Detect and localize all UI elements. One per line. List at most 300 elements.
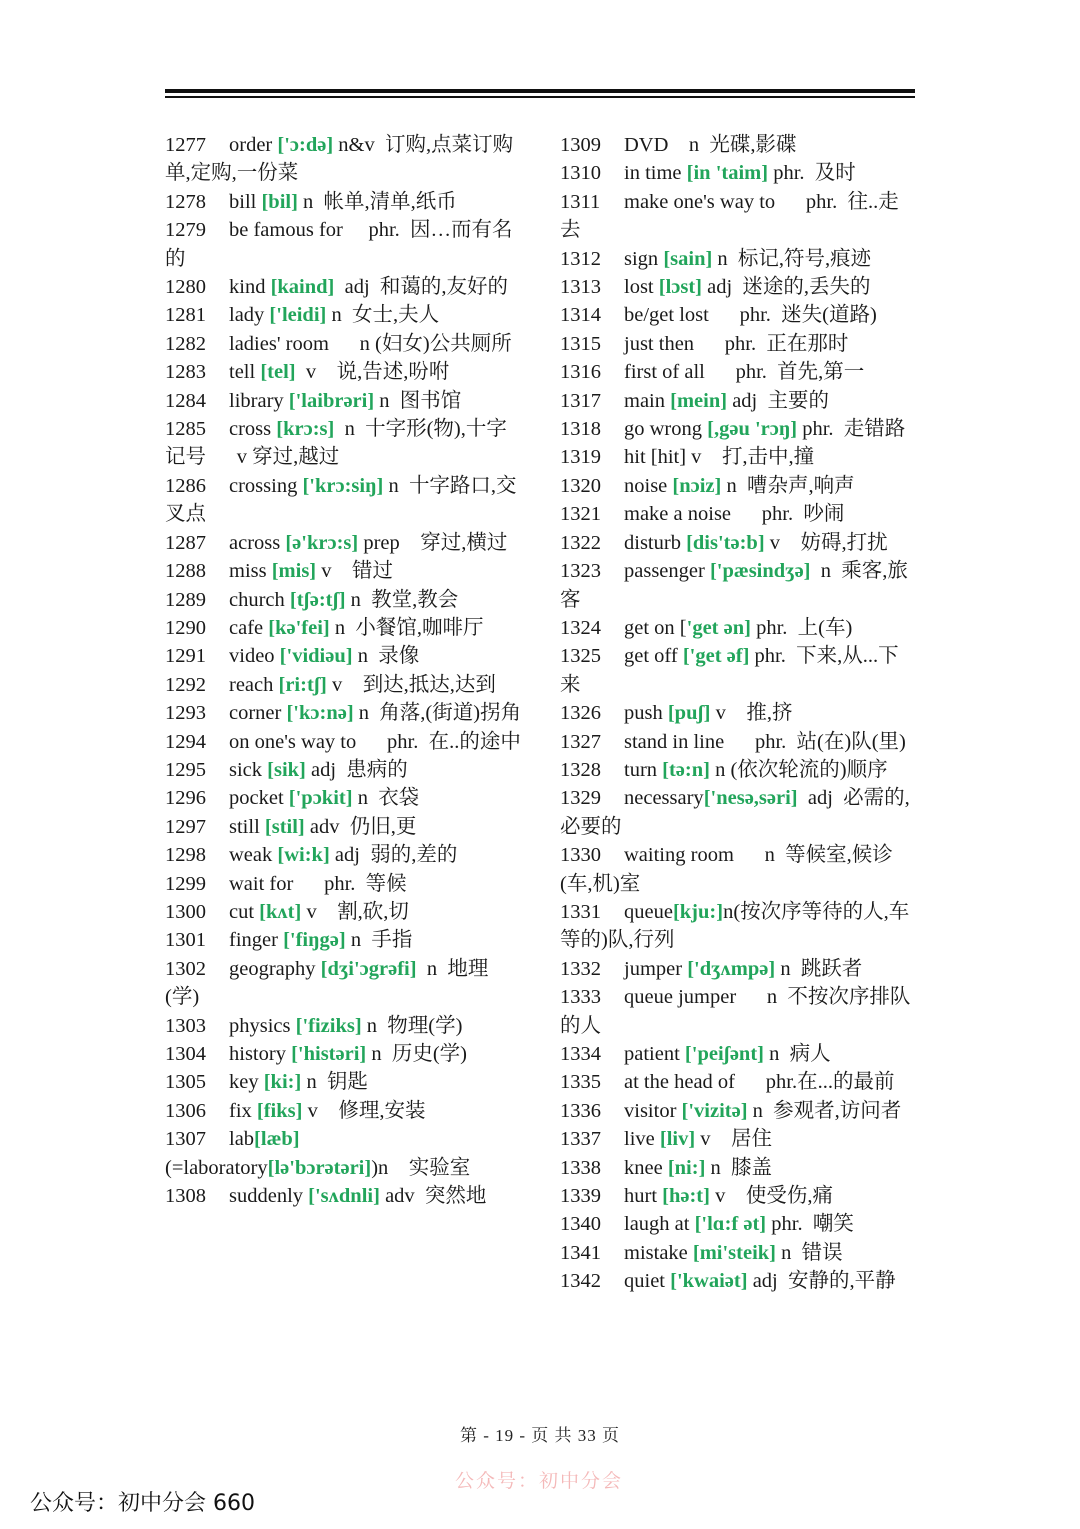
entry-definition: n 钥匙 xyxy=(301,1071,368,1094)
watermark: 公众号：初中分会 xyxy=(455,1471,624,1492)
entry-phonetic: [ə'krɔ:s] xyxy=(285,531,359,554)
entry-word: quiet xyxy=(624,1270,671,1293)
entry-number: 1299 xyxy=(165,872,206,895)
entry-number: 1314 xyxy=(560,304,601,327)
entry-definition: n 历史(学) xyxy=(366,1043,468,1065)
entry-word: necessary xyxy=(624,787,704,810)
entry-phonetic: ['fiziks] xyxy=(295,1014,362,1037)
vocab-entry xyxy=(560,1040,916,1068)
vocab-entry xyxy=(165,955,522,1012)
vocab-entry xyxy=(560,188,916,245)
entry-number: 1318 xyxy=(560,418,601,441)
vocab-entry xyxy=(560,245,916,273)
vocab-entry xyxy=(560,1154,916,1182)
entry-definition: adj 必需的,必要的 xyxy=(560,787,910,838)
entry-number: 1311 xyxy=(560,190,601,213)
entry-word: get on [ xyxy=(624,616,687,639)
vocab-entry xyxy=(165,131,522,188)
entry-phonetic: [ni:] xyxy=(667,1156,706,1179)
entry-word: on one's way to xyxy=(229,730,357,753)
vocab-entry xyxy=(560,728,916,756)
entry-phonetic: ['lɑ:f ət] xyxy=(694,1213,767,1236)
entry-word: waiting room xyxy=(624,844,734,867)
entry-phonetic: [kju:] xyxy=(672,900,724,923)
entry-definition: n&v 订购,点菜订购单,定购,一份菜 xyxy=(165,134,514,185)
entry-definition: n 错误 xyxy=(776,1241,843,1264)
entry-definition: phr. 正在那时 xyxy=(694,332,849,355)
entry-phonetic: [dis'tə:b] xyxy=(686,531,765,554)
entry-word: patient xyxy=(624,1043,685,1065)
entry-number: 1303 xyxy=(165,1014,206,1037)
entry-number: 1336 xyxy=(560,1099,601,1122)
entry-number: 1296 xyxy=(165,787,206,810)
vocab-entry xyxy=(560,841,916,898)
entry-phonetic: ['pæsindʒə] xyxy=(709,560,811,583)
entry-word: make a noise xyxy=(624,503,732,526)
vocab-entry xyxy=(560,1068,916,1096)
vocab-entry xyxy=(560,500,916,528)
entry-number: 1280 xyxy=(165,276,206,299)
entry-number: 1286 xyxy=(165,474,206,497)
entry-definition: n 病人 xyxy=(764,1043,831,1065)
entry-definition: n 手指 xyxy=(345,929,413,952)
entry-word: weak xyxy=(229,844,278,867)
vocab-entry xyxy=(165,699,522,727)
entry-number: 1327 xyxy=(560,730,601,753)
entry-definition: v 居住 xyxy=(695,1128,773,1151)
entry-word: physics xyxy=(229,1014,296,1037)
entry-number: 1329 xyxy=(560,787,601,810)
entry-definition: n 不按次序排队的人 xyxy=(560,986,911,1037)
vocab-entry xyxy=(165,756,522,784)
entry-definition: adj 安静的,平静 xyxy=(747,1270,896,1293)
entry-phonetic: [fiks] xyxy=(256,1099,303,1122)
entry-word: history xyxy=(229,1043,292,1065)
entry-number: 1297 xyxy=(165,815,206,838)
entry-definition: adj 患病的 xyxy=(305,758,408,781)
entry-definition: v 错过 xyxy=(316,560,394,583)
vocab-entry xyxy=(560,131,916,159)
entry-word: at the head of xyxy=(624,1071,735,1094)
entry-word: queue xyxy=(624,900,673,923)
right-column xyxy=(560,131,916,1296)
vocab-entry xyxy=(560,642,916,699)
entry-definition: adv 仍旧,更 xyxy=(304,815,417,838)
vocab-entry xyxy=(165,1125,522,1182)
entry-phonetic: ['vidiəu] xyxy=(279,645,353,668)
vocab-entry xyxy=(560,898,916,955)
vocab-entry xyxy=(560,415,916,443)
vocab-entry xyxy=(165,728,522,756)
entry-number: 1302 xyxy=(165,957,206,980)
entry-definition: n 嘈杂声,响声 xyxy=(721,474,855,497)
entry-number: 1294 xyxy=(165,730,206,753)
entry-definition: v 割,砍,切 xyxy=(301,900,409,923)
entry-word: library xyxy=(229,389,289,412)
entry-definition: phr. 嘲笑 xyxy=(766,1213,854,1236)
entry-number: 1284 xyxy=(165,389,206,412)
entry-definition: v 修理,安装 xyxy=(302,1099,426,1122)
account-signature: 公众号：初中分会 660 xyxy=(30,1491,255,1516)
vocab-entry xyxy=(560,330,916,358)
entry-number: 1309 xyxy=(560,134,601,156)
entry-definition: n(按次序等待的人,车等的)队,行列 xyxy=(560,900,910,952)
entry-word: order xyxy=(229,134,278,156)
entry-number: 1332 xyxy=(560,957,601,980)
entry-word: knee xyxy=(624,1156,668,1179)
header-rule-thin xyxy=(165,96,915,98)
entry-definition: v 使受伤,痛 xyxy=(709,1185,833,1208)
entry-phonetic: [krɔ:s] xyxy=(276,418,335,441)
entry-phonetic: ['peiʃənt] xyxy=(684,1043,764,1065)
entry-definition: (=laboratory xyxy=(165,1156,268,1179)
entry-definition: prep 穿过,横过 xyxy=(358,531,508,554)
entry-phonetic: [stil] xyxy=(264,815,305,838)
entry-phonetic: [kaind] xyxy=(270,276,335,299)
vocab-entry xyxy=(560,1210,916,1238)
entry-word: turn xyxy=(624,758,663,781)
entry-phonetic: ['kwaiət] xyxy=(670,1270,748,1293)
vocab-entry xyxy=(560,699,916,727)
entry-definition: v 到达,抵达,达到 xyxy=(326,673,496,696)
entry-definition: phr. 站(在)队(里) xyxy=(724,730,906,753)
entry-number: 1331 xyxy=(560,900,601,923)
entry-word: in time xyxy=(624,162,687,185)
vocab-entry xyxy=(560,387,916,415)
entry-phonetic: [liv] xyxy=(659,1128,696,1151)
entry-number: 1326 xyxy=(560,702,601,725)
entry-definition: n 十字形(物),十字记号 v 穿过,越过 xyxy=(165,418,507,469)
entry-word: DVD xyxy=(624,134,669,156)
entry-number: 1306 xyxy=(165,1099,206,1122)
entry-number: 1308 xyxy=(165,1185,206,1208)
vocab-entry xyxy=(165,586,522,614)
entry-word: jumper xyxy=(624,957,688,980)
vocab-entry xyxy=(560,955,916,983)
entry-number: 1295 xyxy=(165,758,206,781)
entry-definition: adj 主要的 xyxy=(727,389,829,412)
entry-phonetic: ['nesə,səri] xyxy=(703,787,798,810)
vocab-entry xyxy=(560,273,916,301)
vocab-entry xyxy=(165,472,522,529)
entry-number: 1283 xyxy=(165,361,206,384)
entry-definition: v 妨碍,打扰 xyxy=(764,531,888,554)
entry-definition: n 参观者,访问者 xyxy=(747,1099,902,1122)
entry-definition: n 物理(学) xyxy=(361,1014,463,1037)
entry-number: 1321 xyxy=(560,503,601,526)
entry-word: make one's way to xyxy=(624,190,776,213)
vocab-entry xyxy=(165,358,522,386)
vocab-entry xyxy=(560,756,916,784)
entry-word: be/get lost xyxy=(624,304,709,327)
vocab-entry xyxy=(165,216,522,273)
entry-definition: n 录像 xyxy=(352,645,420,668)
entry-phonetic: ['histəri] xyxy=(291,1043,367,1065)
vocab-entry xyxy=(560,983,916,1040)
entry-word: queue jumper xyxy=(624,986,737,1009)
entry-phonetic: [bil] xyxy=(261,190,298,213)
entry-definition: n 地理(学) xyxy=(165,957,489,1009)
vocab-entry xyxy=(165,870,522,898)
entry-word: suddenly xyxy=(229,1185,309,1208)
entry-phonetic: [dʒi'ɔgrəfi] xyxy=(320,957,417,980)
entry-phonetic: [lɔst] xyxy=(658,276,703,299)
entry-number: 1328 xyxy=(560,758,601,781)
left-column xyxy=(165,131,522,1210)
entry-number: 1300 xyxy=(165,900,206,923)
entry-number: 1292 xyxy=(165,673,206,696)
entry-number: 1316 xyxy=(560,361,601,384)
entry-phonetic: [læb] xyxy=(254,1128,300,1151)
vocab-entry xyxy=(165,301,522,329)
entry-number: 1312 xyxy=(560,247,601,270)
entry-number: 1341 xyxy=(560,1241,601,1264)
entry-number: 1323 xyxy=(560,560,601,583)
entry-definition: )n 实验室 xyxy=(371,1156,471,1179)
entry-definition: phr. 往..走去 xyxy=(560,190,899,242)
entry-definition: phr. 下来,从...下来 xyxy=(560,645,899,696)
vocab-entry xyxy=(165,926,522,954)
entry-definition: n 标记,符号,痕迹 xyxy=(712,247,872,270)
vocab-entry xyxy=(165,642,522,670)
entry-definition: n 乘客,旅客 xyxy=(560,560,908,611)
vocab-entry xyxy=(165,1012,522,1040)
entry-word: pocket xyxy=(229,787,289,810)
vocab-entry xyxy=(560,1182,916,1210)
entry-word: fix xyxy=(229,1099,257,1122)
entry-word: disturb xyxy=(624,531,687,554)
entry-definition: v 说,告述,吩咐 xyxy=(295,361,450,384)
entry-definition: n 光碟,影碟 xyxy=(668,134,797,156)
entry-word: visitor xyxy=(624,1099,682,1122)
entry-number: 1277 xyxy=(165,134,206,156)
entry-phonetic: ['krɔ:siŋ] xyxy=(302,474,384,497)
vocab-entry xyxy=(165,1097,522,1125)
entry-phonetic: [ki:] xyxy=(263,1071,302,1094)
entry-word: get off xyxy=(624,645,683,668)
vocab-entry xyxy=(165,841,522,869)
entry-definition: n 角落,(街道)拐角 xyxy=(353,702,522,725)
entry-definition: phr. 因…而有名的 xyxy=(165,219,513,270)
entry-definition: n (妇女)公共厕所 xyxy=(328,332,512,355)
entry-word: be famous for xyxy=(229,219,343,242)
entry-number: 1339 xyxy=(560,1185,601,1208)
entry-phonetic: ['dʒʌmpə] xyxy=(687,957,776,980)
entry-phonetic: ['kɔ:nə] xyxy=(286,702,354,725)
vocab-entry xyxy=(165,529,522,557)
page-footer: 第 - 19 - 页 共 33 页 xyxy=(459,1426,621,1445)
entry-word: mistake xyxy=(624,1241,693,1264)
vocab-entry xyxy=(165,784,522,812)
entry-phonetic: ['pɔkit] xyxy=(288,787,353,810)
entry-phonetic: [tel] xyxy=(260,361,296,384)
entry-definition: phr. 首先,第一 xyxy=(704,361,865,384)
entry-definition: n 小餐馆,咖啡厅 xyxy=(329,616,484,639)
entry-word: noise xyxy=(624,474,673,497)
entry-word: video xyxy=(229,645,280,668)
entry-number: 1315 xyxy=(560,332,601,355)
entry-phonetic: ['vizitə] xyxy=(681,1099,748,1122)
entry-word: push xyxy=(624,702,668,725)
vocab-entry xyxy=(560,159,916,187)
entry-phonetic: [in 'taim] xyxy=(686,162,769,185)
vocab-entry xyxy=(560,529,916,557)
entry-number: 1287 xyxy=(165,531,206,554)
entry-phonetic: 'get ən] xyxy=(686,616,751,639)
entry-word: geography xyxy=(229,957,321,980)
entry-phonetic: [wi:k] xyxy=(277,844,330,867)
entry-word: across xyxy=(229,531,286,554)
entry-word: sick xyxy=(229,758,268,781)
entry-definition: 打,击中,撞 xyxy=(701,446,815,469)
entry-word: cut xyxy=(229,900,260,923)
entry-definition: n 教堂,教会 xyxy=(345,588,459,611)
entry-number: 1337 xyxy=(560,1128,601,1151)
vocab-entry xyxy=(560,557,916,614)
entry-definition: phr. 走错路 xyxy=(797,418,906,441)
entry-definition: n 十字路口,交叉点 xyxy=(165,474,517,526)
entry-definition: n 图书馆 xyxy=(374,389,462,412)
vocab-entry xyxy=(560,1125,916,1153)
entry-word: cafe xyxy=(229,616,269,639)
entry-word: reach xyxy=(229,673,279,696)
vocab-entry xyxy=(165,557,522,585)
entry-word: kind xyxy=(229,276,271,299)
entry-number: 1285 xyxy=(165,418,206,441)
header-rule-thick xyxy=(165,89,915,93)
entry-word: wait for xyxy=(229,872,294,895)
entry-phonetic: ['laibrəri] xyxy=(288,389,375,412)
entry-phonetic: ['ɔ:də] xyxy=(277,134,334,156)
entry-definition: phr. 及时 xyxy=(768,162,856,185)
entry-number: 1289 xyxy=(165,588,206,611)
entry-definition: n 等候室,候诊(车,机)室 xyxy=(560,844,893,895)
entry-phonetic: [kʌt] xyxy=(259,900,302,923)
entry-number: 1322 xyxy=(560,531,601,554)
entry-phonetic: [sik] xyxy=(267,758,306,781)
vocab-entry xyxy=(165,671,522,699)
entry-number: 1291 xyxy=(165,645,206,668)
entry-phonetic: [hə:t] xyxy=(662,1185,710,1208)
entry-word: crossing xyxy=(229,474,303,497)
entry-number: 1278 xyxy=(165,190,206,213)
entry-number: 1307 xyxy=(165,1128,206,1151)
entry-phonetic: [puʃ] xyxy=(667,702,711,725)
entry-number: 1305 xyxy=(165,1071,206,1094)
entry-definition: adj 和蔼的,友好的 xyxy=(334,276,509,299)
entry-word: corner xyxy=(229,702,287,725)
vocab-entry xyxy=(165,1040,522,1068)
entry-number: 1281 xyxy=(165,304,206,327)
vocab-entry xyxy=(165,273,522,301)
entry-definition: n (依次轮流的)顺序 xyxy=(709,758,888,781)
entry-number: 1293 xyxy=(165,702,206,725)
entry-definition: adj 迷途的,丢失的 xyxy=(702,276,871,299)
entry-number: 1334 xyxy=(560,1043,601,1065)
entry-definition: adv 突然地 xyxy=(379,1185,487,1208)
entry-phonetic: ['sʌdnli] xyxy=(308,1185,380,1208)
entry-definition: phr. 吵闹 xyxy=(731,503,845,526)
entry-number: 1298 xyxy=(165,844,206,867)
entry-number: 1301 xyxy=(165,929,206,952)
entry-phonetic: [kə'fei] xyxy=(268,616,330,639)
vocab-entry xyxy=(560,472,916,500)
entry-word: cross xyxy=(229,418,277,441)
entry-word: bill xyxy=(229,190,262,213)
entry-phonetic: [tʃə:tʃ] xyxy=(289,588,346,611)
vocab-entry xyxy=(560,614,916,642)
entry-word: go wrong xyxy=(624,418,708,441)
entry-number: 1310 xyxy=(560,162,601,185)
entry-phonetic: [tə:n] xyxy=(662,758,710,781)
entry-phonetic: [mi'steik] xyxy=(692,1241,777,1264)
entry-phonetic: [mein] xyxy=(670,389,728,412)
entry-number: 1304 xyxy=(165,1043,206,1065)
entry-definition: phr. 在..的途中 xyxy=(356,730,521,753)
entry-word: hit [hit] v xyxy=(624,446,702,469)
entry-definition: phr. 迷失(道路) xyxy=(708,304,877,327)
vocab-entry xyxy=(560,1239,916,1267)
entry-definition: n 衣袋 xyxy=(352,787,420,810)
entry-number: 1325 xyxy=(560,645,601,668)
entry-number: 1317 xyxy=(560,389,601,412)
vocab-entry xyxy=(560,1267,916,1295)
entry-word: lab xyxy=(229,1128,255,1151)
entry-number: 1313 xyxy=(560,276,601,299)
vocab-entry xyxy=(165,813,522,841)
vocab-entry xyxy=(165,614,522,642)
entry-word: miss xyxy=(229,560,272,583)
entry-word: ladies' room xyxy=(229,332,329,355)
entry-number: 1324 xyxy=(560,616,601,639)
entry-word: church xyxy=(229,588,290,611)
entry-phonetic: [ri:tʃ] xyxy=(278,673,327,696)
entry-phonetic: ['get əf] xyxy=(682,645,750,668)
entry-number: 1330 xyxy=(560,844,601,867)
entry-definition: n 膝盖 xyxy=(705,1156,773,1179)
entry-word: finger xyxy=(229,929,284,952)
entry-word: first of all xyxy=(624,361,705,384)
entry-number: 1282 xyxy=(165,332,206,355)
entry-definition: phr. 上(车) xyxy=(750,616,853,639)
vocab-entry xyxy=(560,1097,916,1125)
entry-number: 1288 xyxy=(165,560,206,583)
entry-phonetic: [lə'bɔrətəri] xyxy=(267,1156,372,1179)
entry-word: passenger xyxy=(624,560,710,583)
vocab-entry xyxy=(165,1182,522,1210)
vocab-entry xyxy=(560,301,916,329)
entry-word: stand in line xyxy=(624,730,725,753)
vocab-entry xyxy=(165,188,522,216)
entry-number: 1340 xyxy=(560,1213,601,1236)
entry-number: 1342 xyxy=(560,1270,601,1293)
entry-number: 1279 xyxy=(165,219,206,242)
entry-definition: phr. 等候 xyxy=(293,872,407,895)
entry-word: laugh at xyxy=(624,1213,695,1236)
vocab-entry xyxy=(165,330,522,358)
entry-phonetic: ['leidi] xyxy=(269,304,327,327)
entry-phonetic: [sain] xyxy=(663,247,713,270)
entry-word: sign xyxy=(624,247,664,270)
vocab-entry xyxy=(165,898,522,926)
entry-word: tell xyxy=(229,361,261,384)
entry-phonetic: ['fiŋgə] xyxy=(283,929,346,952)
entry-word: main xyxy=(624,389,671,412)
entry-number: 1320 xyxy=(560,474,601,497)
entry-definition: n 跳跃者 xyxy=(775,957,863,980)
entry-word: live xyxy=(624,1128,660,1151)
entry-definition: v 推,挤 xyxy=(710,702,793,725)
